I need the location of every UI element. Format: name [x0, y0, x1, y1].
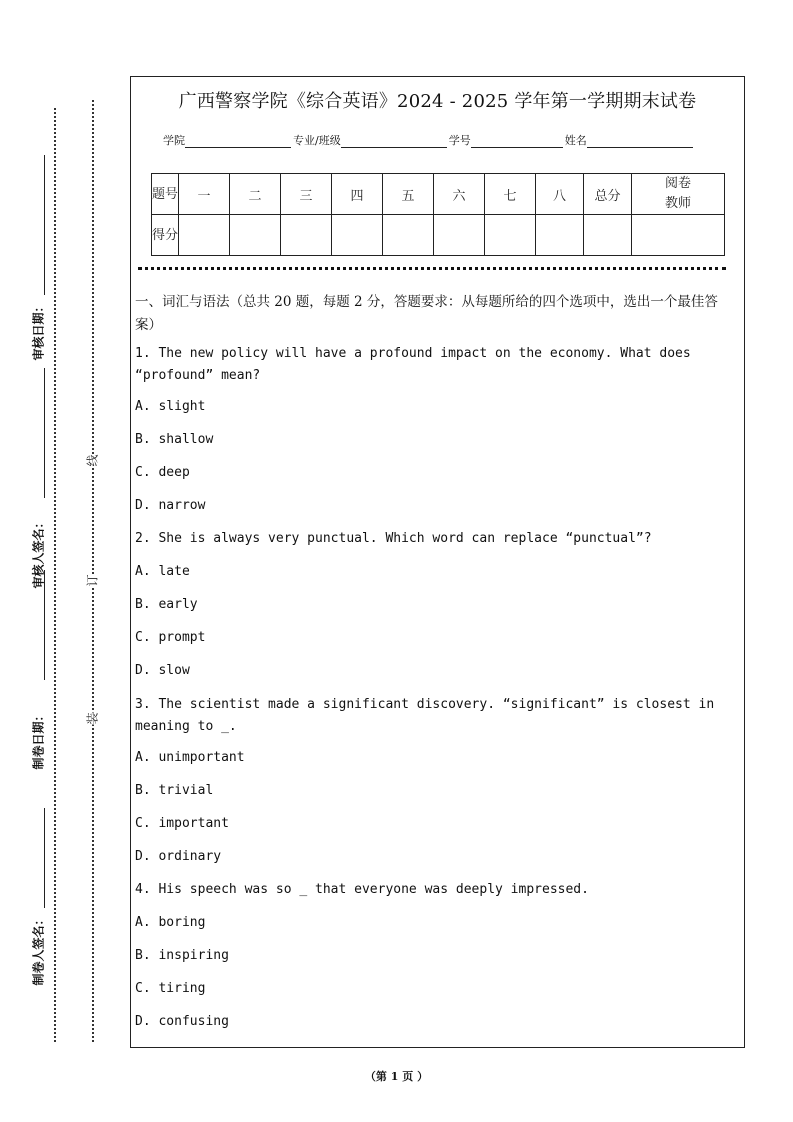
score-cell-4[interactable] — [332, 215, 383, 256]
maker-date-label: 制卷日期： — [31, 709, 46, 770]
option-a[interactable]: A. late — [135, 564, 190, 579]
grader-label: 阅卷教师 — [632, 174, 725, 215]
score-label: 得分 — [152, 215, 179, 256]
score-cell-5[interactable] — [383, 215, 434, 256]
score-table-header-row — [152, 174, 725, 215]
reviewer-date-label: 审核日期： — [31, 300, 46, 361]
col-total: 总分 — [584, 174, 632, 215]
college-field[interactable] — [185, 135, 291, 148]
option-c[interactable]: C. prompt — [135, 630, 206, 645]
reviewer-date-line — [44, 155, 45, 295]
reviewer-sign-line — [44, 368, 45, 498]
question-1 — [135, 343, 738, 529]
option-c[interactable]: C. important — [135, 816, 229, 831]
score-cell-3[interactable] — [281, 215, 332, 256]
exam-frame — [130, 76, 745, 1048]
questions-area — [135, 291, 738, 1045]
question-text: 2. She is always very punctual. Which word can replace “punctual”? — [135, 531, 652, 546]
option-a[interactable]: A. unimportant — [135, 750, 245, 765]
option-d[interactable]: D. confusing — [135, 1014, 229, 1029]
question-text: 1. The new policy will have a profound impact on the economy. What does “profound” mean? — [135, 346, 691, 383]
score-cell-6[interactable] — [434, 215, 485, 256]
score-table-score-row — [152, 215, 725, 256]
col-4: 四 — [332, 174, 383, 215]
question-number-label: 题号 — [152, 174, 179, 215]
option-a[interactable]: A. boring — [135, 915, 206, 930]
option-c[interactable]: C. tiring — [135, 981, 206, 996]
college-label: 学院 — [163, 134, 185, 147]
option-d[interactable]: D. narrow — [135, 498, 206, 513]
maker-sign-label: 制卷人签名： — [31, 913, 46, 986]
binding-dotted-line — [92, 100, 94, 1042]
question-2 — [135, 529, 738, 694]
option-b[interactable]: B. trivial — [135, 783, 214, 798]
bind-char: 装 — [82, 712, 103, 724]
question-text: 4. His speech was so _ that everyone was deeply impressed. — [135, 882, 589, 897]
left-dotted-line — [54, 108, 56, 1042]
col-6: 六 — [434, 174, 485, 215]
question-4 — [135, 880, 738, 1045]
maker-sign-line — [44, 808, 45, 908]
score-cell-total[interactable] — [584, 215, 632, 256]
student-info-line — [163, 132, 695, 148]
col-2: 二 — [230, 174, 281, 215]
student-id-label: 学号 — [448, 134, 471, 147]
option-b[interactable]: B. shallow — [135, 432, 214, 447]
name-label: 姓名 — [564, 134, 587, 147]
option-b[interactable]: B. early — [135, 597, 198, 612]
option-c[interactable]: C. deep — [135, 465, 190, 480]
col-1: 一 — [179, 174, 230, 215]
col-8: 八 — [536, 174, 584, 215]
grader-cell[interactable] — [632, 215, 725, 256]
option-a[interactable]: A. slight — [135, 399, 206, 414]
exam-title: 广西警察学院《综合英语》2024 - 2025 学年第一学期期末试卷 — [178, 91, 697, 112]
score-cell-8[interactable] — [536, 215, 584, 256]
name-field[interactable] — [587, 135, 693, 148]
col-5: 五 — [383, 174, 434, 215]
score-cell-7[interactable] — [485, 215, 536, 256]
option-b[interactable]: B. inspiring — [135, 948, 229, 963]
col-3: 三 — [281, 174, 332, 215]
question-3 — [135, 694, 738, 880]
question-text: 3. The scientist made a significant discovery. “significant” is closest in meaning to _. — [135, 697, 715, 734]
option-d[interactable]: D. ordinary — [135, 849, 222, 864]
major-label: 专业/班级 — [293, 134, 341, 147]
score-cell-2[interactable] — [230, 215, 281, 256]
major-field[interactable] — [341, 135, 447, 148]
staple-char: 订 — [82, 574, 103, 586]
score-cell-1[interactable] — [179, 215, 230, 256]
line-char: 线 — [82, 454, 103, 466]
score-table — [151, 173, 725, 256]
page-number: （第 1 页 ） — [364, 1070, 429, 1083]
section-heading: 一、词汇与语法（总共 20 题，每题 2 分，答题要求：从每题所给的四个选项中，选出一个最佳答案） — [135, 294, 718, 333]
col-7: 七 — [485, 174, 536, 215]
reviewer-sign-label: 审核人签名： — [31, 516, 46, 589]
option-d[interactable]: D. slow — [135, 663, 190, 678]
student-id-field[interactable] — [471, 135, 563, 148]
separator-dots — [138, 267, 726, 270]
